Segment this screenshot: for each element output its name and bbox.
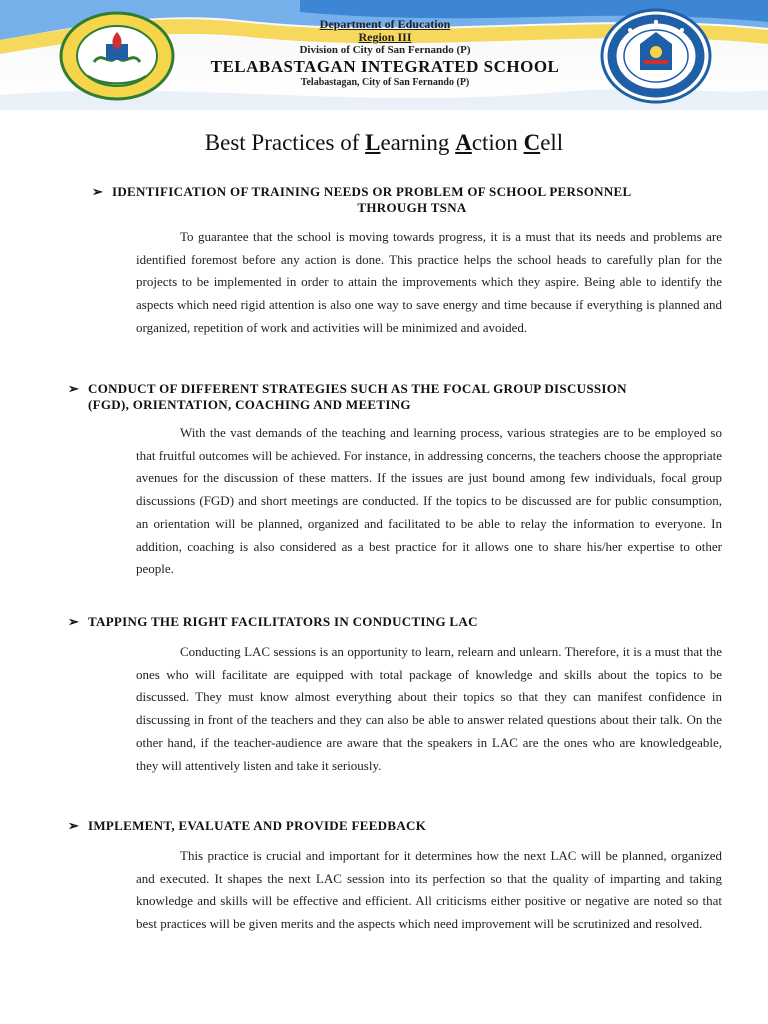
title-letter-c: C — [523, 130, 541, 155]
school-address: Telabastagan, City of San Fernando (P) — [300, 77, 470, 89]
bullet-arrow-icon: ➢ — [68, 381, 80, 396]
section-1-heading-line1: IDENTIFICATION OF TRAINING NEEDS OR PROBLEM OF SCHOOL PERSONNEL — [112, 184, 632, 199]
division-name: Division of City of San Fernando (P) — [299, 44, 471, 57]
section-2-heading-line2: (FGD), ORIENTATION, COACHING AND MEETING — [88, 397, 411, 412]
region-name: Region III — [358, 30, 412, 45]
section-3-heading-line1: TAPPING THE RIGHT FACILITATORS IN CONDUCTING LAC — [88, 614, 478, 629]
title-action-rest: ction — [471, 130, 524, 155]
bullet-arrow-icon: ➢ — [68, 818, 80, 833]
section-3-text: Conducting LAC sessions is an opportunity to learn, relearn and unlearn. Therefore, it is a must that the ones who will facilitate are equipped with total package of knowledge and skills about the topics to be discussed. They must know almost everything about their topics so that they can manifest confidence in discussing in front of the teachers and they can also be able to answer related questions about their talk. On the other hand, if the teacher-audience are aware that the speakers in LAC are the ones who are knowledgeable, they will attentively listen and take it seriously. — [136, 644, 722, 773]
section-2-heading-line1: CONDUCT OF DIFFERENT STRATEGIES SUCH AS THE FOCAL GROUP DISCUSSION — [88, 381, 627, 396]
section-2-heading — [68, 381, 728, 413]
section-1-heading-line2: THROUGH TSNA — [357, 200, 467, 215]
section-2-text: With the vast demands of the teaching and learning process, various strategies are to be employed so that fruitful outcomes will be achieved. For instance, in addressing concerns, the teachers choose the appropriate avenues for the discussion of these matters. If the issues are just bound among few individuals, focal group discussions (FGD) and short meetings are conducted. If the topics to be discussed are for public consumption, an orientation will be planned, organized and facilitated to be able to relay the information to everyone. In addition, coaching is also considered as a best practice for it allows one to share his/her expertise to other people. — [136, 425, 722, 577]
section-1-text: To guarantee that the school is moving towards progress, it is a must that its needs and problems are identified foremost before any action is done. This practice helps the school heads to carefully plan for the projects to be implemented in order to attain the improvements which they aspire. Being able to identify the aspects which need rigid attention is also one way to save energy and time because if everything is planned and organized, repetition of work and activities will be minimized and avoided. — [136, 229, 722, 335]
title-cell-rest: ell — [540, 130, 564, 155]
school-name: TELABASTAGAN INTEGRATED SCHOOL — [210, 57, 560, 77]
title-prefix: Best Practices of — [204, 130, 366, 155]
section-3-body — [136, 641, 722, 777]
letterhead-text — [180, 18, 590, 88]
letterhead-banner — [0, 0, 768, 110]
title-letter-l: L — [365, 130, 381, 155]
bullet-arrow-icon: ➢ — [68, 614, 80, 629]
section-4-body — [136, 845, 722, 936]
title-learning-rest: earning — [380, 130, 456, 155]
section-1-body — [136, 226, 722, 340]
section-4-heading-line1: IMPLEMENT, EVALUATE AND PROVIDE FEEDBACK — [88, 818, 427, 833]
section-4-text: This practice is crucial and important for it determines how the next LAC will be planned, organized and executed. It shapes the next LAC session into its perfection so that the quality of imparting and taking knowledge and skills will be effective and efficient. All criticisms either positive or negative are noted so that best practices will be given merits and the aspects which need improvement will be scrutinized and resolved. — [136, 848, 722, 932]
deped-seal-icon — [600, 8, 712, 104]
section-2-body — [136, 422, 722, 581]
bullet-arrow-icon: ➢ — [92, 184, 104, 199]
title-letter-a: A — [455, 130, 472, 155]
document-title — [0, 130, 768, 156]
school-seal-icon — [58, 10, 176, 102]
department-name: Department of Education — [319, 17, 451, 31]
section-3-heading — [68, 614, 728, 630]
section-4-heading — [68, 818, 728, 834]
section-1-heading — [92, 184, 712, 216]
